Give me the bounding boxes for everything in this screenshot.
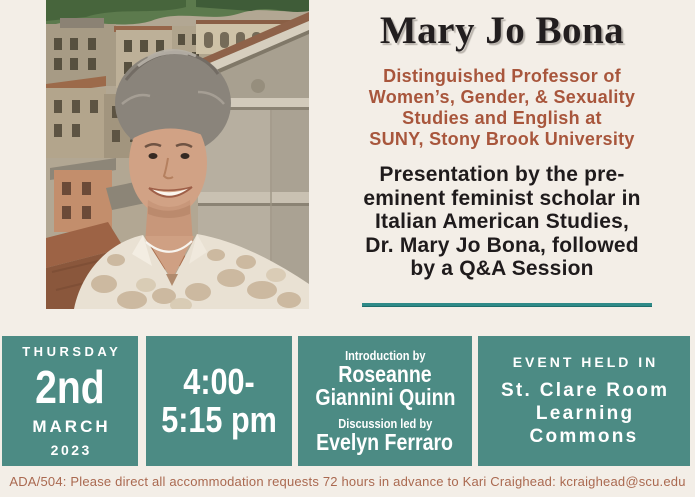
header-section: [312, 0, 692, 281]
event-description: [312, 163, 692, 281]
date-box: [2, 336, 138, 466]
speakers-box: [298, 336, 472, 466]
description-line: Presentation by the pre-: [379, 163, 625, 186]
ada-notice-text: ADA/504: Please direct all accommodation requests 72 hours in advance to Kari Craighead: kcraighead@scu.edu: [9, 474, 686, 489]
location-label: EVENT HELD IN: [512, 354, 659, 370]
day-number: 2nd: [35, 361, 105, 413]
year-label: 2023: [50, 442, 92, 458]
ada-notice: [0, 466, 695, 497]
time-start: 4:00-: [183, 361, 255, 402]
discussion-label: Discussion led by: [338, 416, 432, 431]
introducer-name: Roseanne: [338, 361, 432, 387]
location-name: Learning Commons: [529, 403, 639, 447]
location-name: St. Clare Room: [500, 380, 670, 401]
affiliation-line: Distinguished Professor of: [383, 66, 621, 86]
affiliation-line: Studies and English at: [402, 108, 602, 128]
speaker-affiliation: [312, 66, 692, 150]
month-label: MARCH: [32, 417, 111, 436]
speaker-photo: [46, 0, 309, 309]
description-line: by a Q&A Session: [410, 257, 594, 280]
introducer-name: Giannini Quinn: [314, 384, 456, 410]
discussion-leader-name: Evelyn Ferraro: [316, 429, 454, 455]
location-box: [478, 336, 690, 466]
description-line: Italian American Studies,: [375, 210, 629, 233]
affiliation-line: Women’s, Gender, & Sexuality: [368, 87, 636, 107]
description-line: eminent feminist scholar in: [363, 186, 641, 210]
introduction-label: Introduction by: [344, 348, 426, 363]
time-box: [146, 336, 292, 466]
description-line: Dr. Mary Jo Bona, followed: [365, 233, 639, 257]
divider-line: [362, 303, 652, 307]
affiliation-line: SUNY, Stony Brook University: [369, 129, 635, 149]
page-title: Mary Jo Bona: [379, 9, 625, 52]
time-end: 5:15 pm: [161, 399, 277, 440]
weekday-label: THURSDAY: [22, 344, 122, 359]
